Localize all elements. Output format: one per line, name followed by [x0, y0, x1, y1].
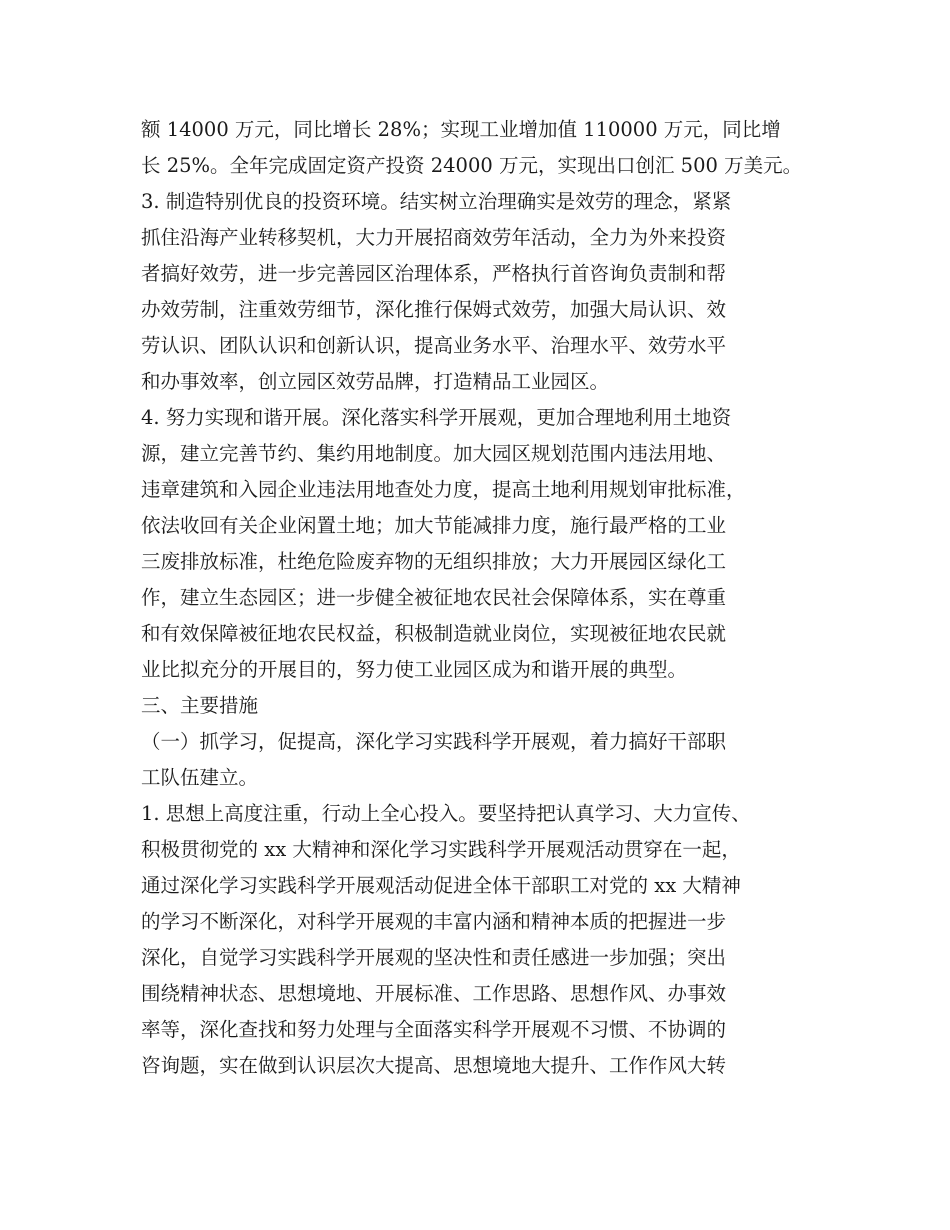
text-line: 违章建筑和入园企业违法用地查处力度，提高土地利用规划审批标准， — [141, 478, 746, 501]
text-line: 抓住沿海产业转移契机，大力开展招商效劳年活动，全力为外来投资 — [141, 226, 727, 249]
text-line: 和办事效率，创立园区效劳品牌，打造精品工业园区。 — [141, 370, 610, 393]
text-line: 办效劳制，注重效劳细节，深化推行保姆式效劳，加强大局认识、效 — [141, 298, 727, 321]
text-line: 和有效保障被征地农民权益，积极制造就业岗位，实现被征地农民就 — [141, 622, 727, 645]
text-line: 三废排放标准，杜绝危险废弃物的无组织排放；大力开展园区绿化工 — [141, 550, 727, 573]
text-line: 咨询题，实在做到认识层次大提高、思想境地大提升、工作作风大转 — [141, 1054, 727, 1077]
text-line: 作，建立生态园区；进一步健全被征地农民社会保障体系，实在尊重 — [141, 586, 727, 609]
text-line: 业比拟充分的开展目的，努力使工业园区成为和谐开展的典型。 — [141, 658, 688, 681]
text-line: 工队伍建立。 — [141, 766, 259, 789]
text-line: 依法收回有关企业闲置土地；加大节能减排力度，施行最严格的工业 — [141, 514, 727, 537]
text-line: 者搞好效劳，进一步完善园区治理体系，严格执行首咨询负责制和帮 — [141, 262, 727, 285]
text-line: 劳认识、团队认识和创新认识，提高业务水平、治理水平、效劳水平 — [141, 334, 727, 357]
text-line: 3. 制造特别优良的投资环境。结实树立治理确实是效劳的理念，紧紧 — [141, 190, 732, 213]
text-line: 1. 思想上高度注重，行动上全心投入。要坚持把认真学习、大力宣传、 — [141, 802, 751, 825]
section-heading: 三、主要措施 — [141, 694, 259, 717]
text-line: 的学习不断深化，对科学开展观的丰富内涵和精神本质的把握进一步 — [141, 910, 727, 933]
text-line: 围绕精神状态、思想境地、开展标准、工作思路、思想作风、办事效 — [141, 982, 727, 1005]
text-line: 积极贯彻党的 xx 大精神和深化学习实践科学开展观活动贯穿在一起， — [141, 838, 741, 861]
text-line: 深化，自觉学习实践科学开展观的坚决性和责任感进一步加强；突出 — [141, 946, 727, 969]
text-line: 通过深化学习实践科学开展观活动促进全体干部职工对党的 xx 大精神 — [141, 874, 741, 897]
text-line: 率等，深化查找和努力处理与全面落实科学开展观不习惯、不协调的 — [141, 1018, 727, 1041]
text-line: 4. 努力实现和谐开展。深化落实科学开展观，更加合理地利用土地资 — [141, 406, 732, 429]
text-line: 额 14000 万元，同比增长 28%；实现工业增加值 110000 万元，同比增 — [141, 118, 781, 141]
text-line: 源，建立完善节约、集约用地制度。加大园区规划范围内违法用地、 — [141, 442, 727, 465]
text-line: 长 25%。全年完成固定资产投资 24000 万元，实现出口创汇 500 万美元。 — [141, 154, 803, 177]
subsection-heading: （一）抓学习，促提高，深化学习实践科学开展观，着力搞好干部职 — [141, 730, 727, 753]
